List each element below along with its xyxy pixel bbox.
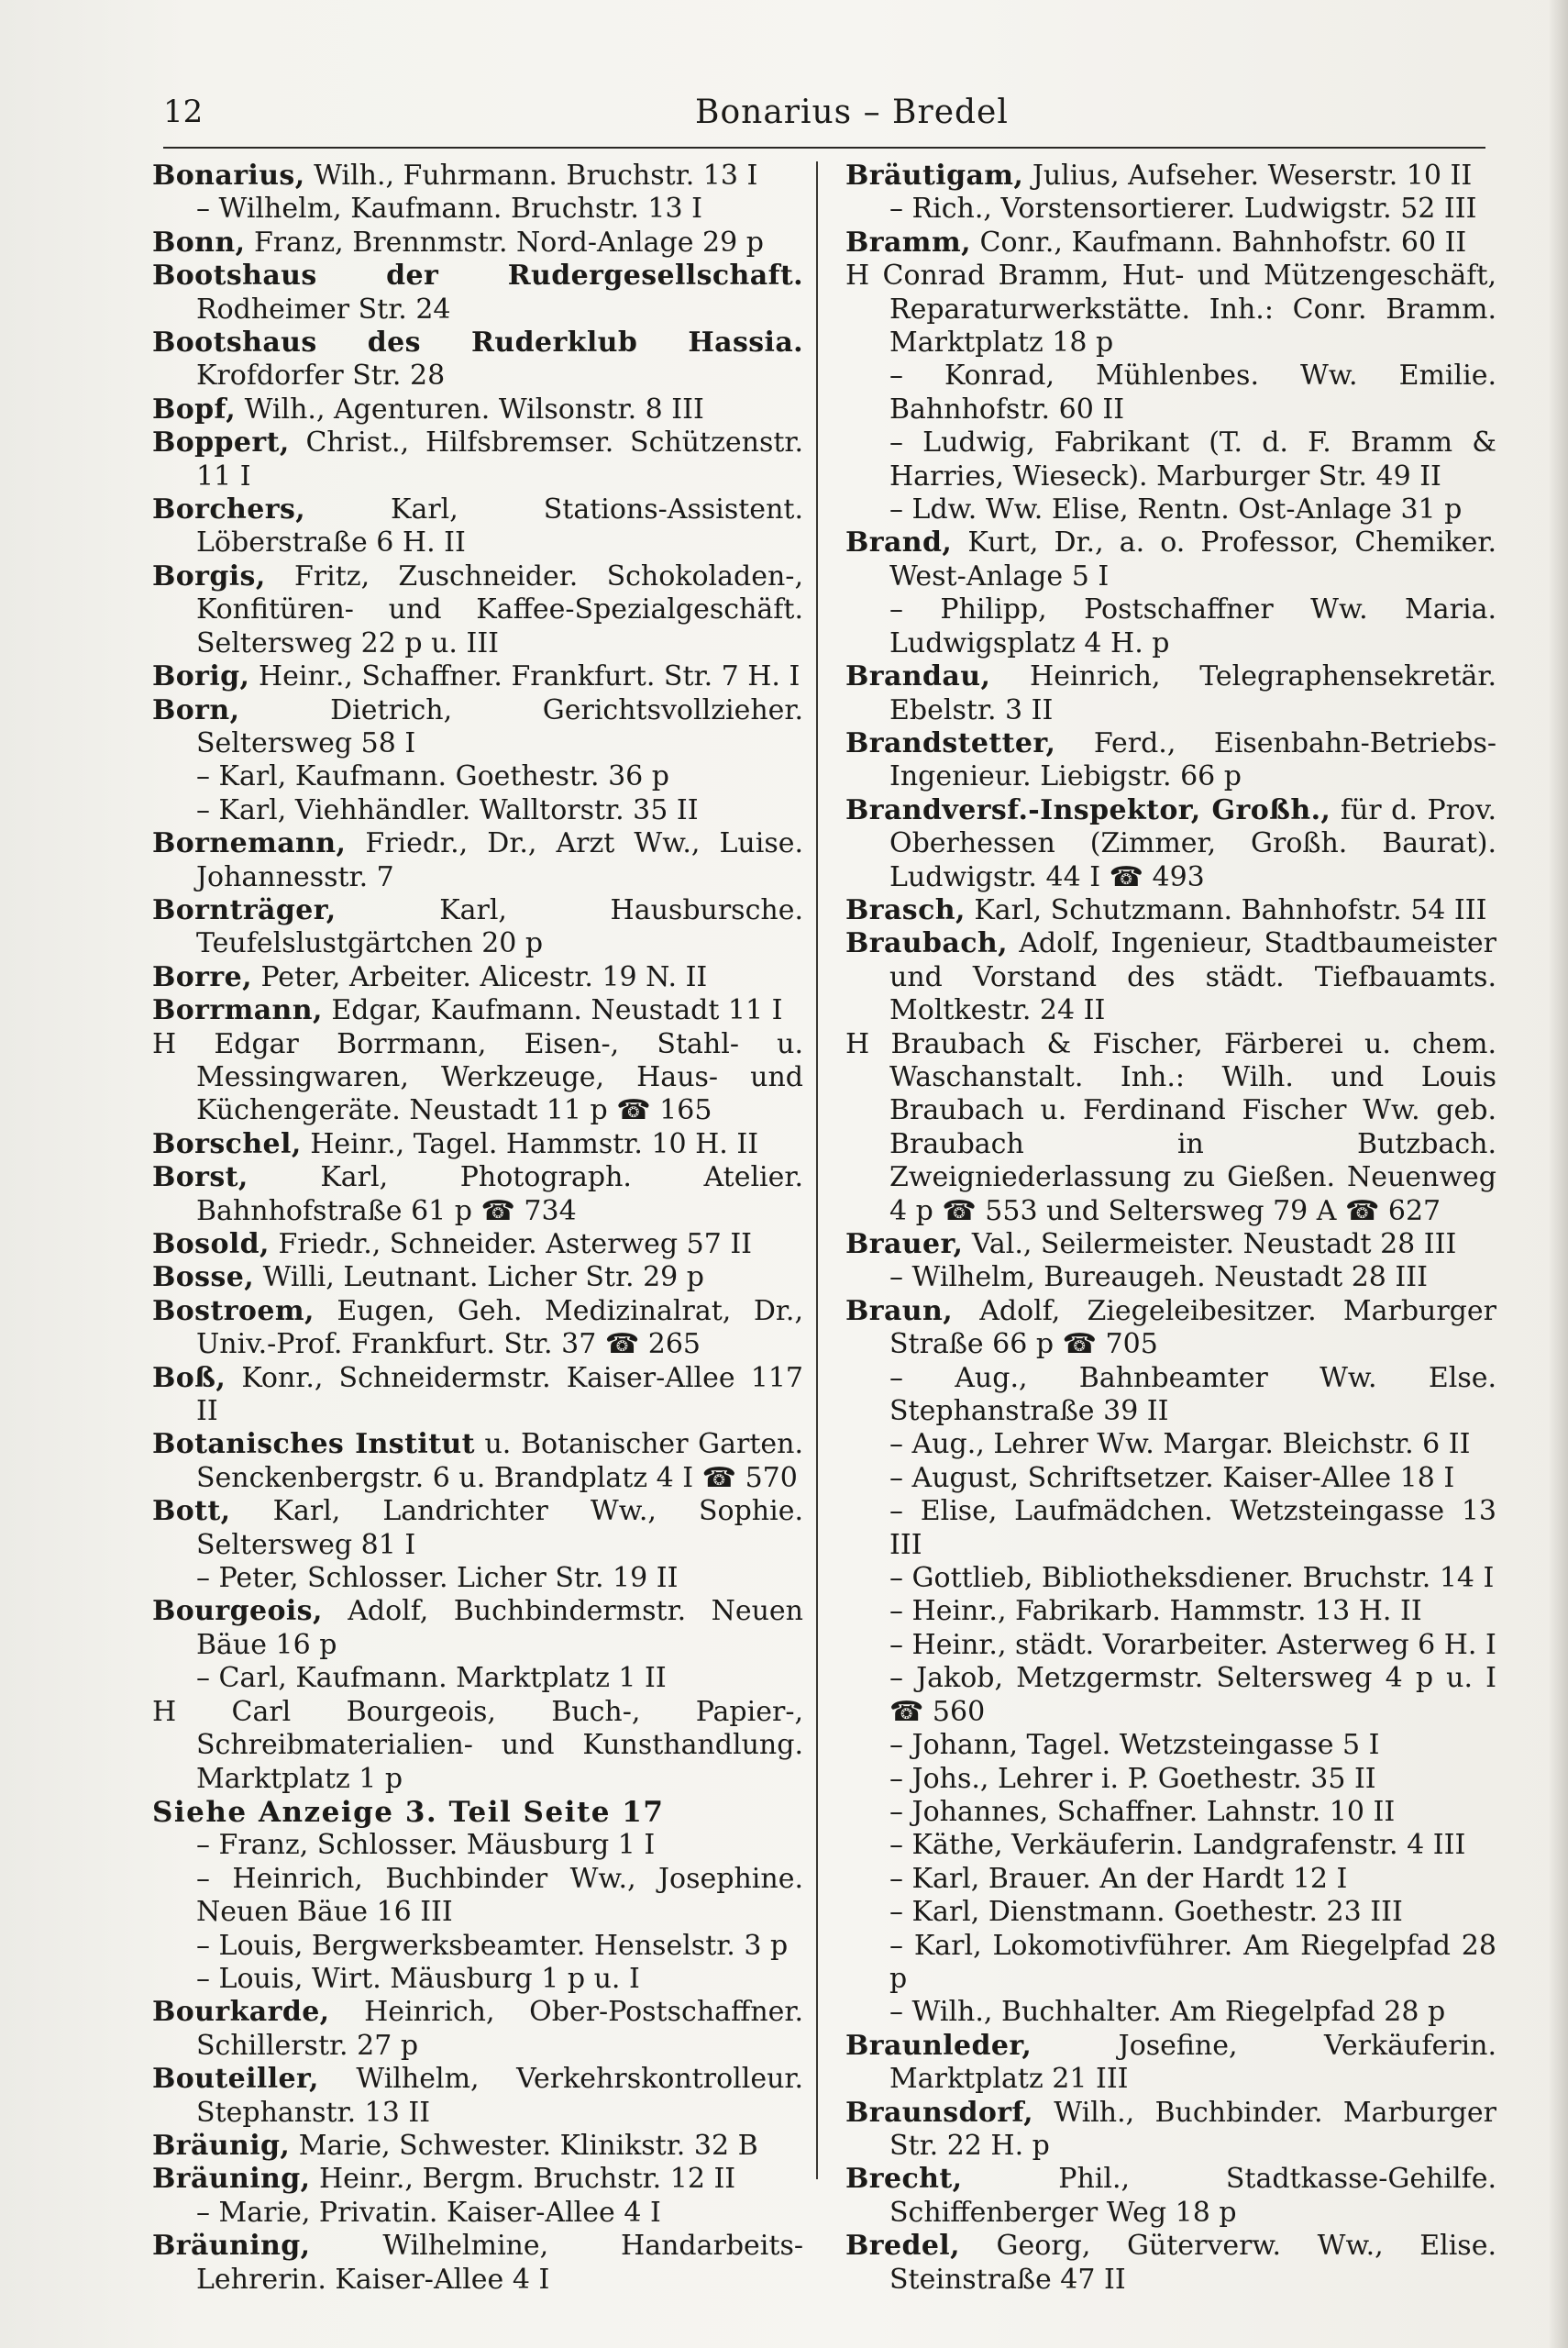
entry-surname: Borschel, <box>152 1127 302 1160</box>
entry-details: Wilh., Buchbinder. Marburger Str. 22 H. p <box>889 2096 1496 2162</box>
entry-surname: Boß, <box>152 1361 226 1394</box>
directory-entry <box>152 1863 803 1930</box>
entry-details: Krofdorfer Str. 28 <box>196 360 446 393</box>
entry-details: Kurt, Dr., a. o. Professor, Chemiker. West-Anlage 5 I <box>889 526 1496 593</box>
directory-entry <box>845 1595 1496 1628</box>
entry-details: – Jakob, Metzgermstr. Seltersweg 4 p u. I ☎ 560 <box>889 1662 1496 1728</box>
directory-entry <box>845 1495 1496 1562</box>
directory-entry <box>845 1996 1496 2029</box>
directory-entry <box>845 1228 1496 1261</box>
entry-details: Edgar, Kaufmann. Neustadt 11 I <box>331 994 783 1027</box>
directory-entry <box>845 193 1496 226</box>
entry-surname: Bott, <box>152 1495 231 1528</box>
directory-entry <box>845 1863 1496 1896</box>
entry-details: Willi, Leutnant. Licher Str. 29 p <box>262 1261 705 1294</box>
directory-entry <box>845 1930 1496 1997</box>
entry-surname: Borrmann, <box>152 994 323 1027</box>
directory-entry <box>845 1028 1496 1228</box>
directory-entry <box>845 794 1496 894</box>
entry-surname: Born, <box>152 693 240 726</box>
directory-entry <box>152 327 803 393</box>
directory-entry <box>152 1261 803 1294</box>
entry-details: Karl, Stations-Assistent. Löberstraße 6 H. II <box>196 493 803 559</box>
directory-entry <box>152 2197 803 2230</box>
directory-entry <box>152 1662 803 1695</box>
entry-details: Heinr., Tagel. Hammstr. 10 H. II <box>310 1127 759 1160</box>
directory-entry <box>152 694 803 761</box>
page-header <box>163 88 1484 143</box>
directory-entry <box>152 193 803 226</box>
directory-entry <box>152 1562 803 1595</box>
entry-details: Wilh., Fuhrmann. Bruchstr. 13 I <box>314 160 758 192</box>
entry-surname: Brecht, <box>845 2163 963 2196</box>
entry-details: – Philipp, Postschaffner Ww. Maria. Ludwigsplatz 4 H. p <box>889 593 1496 659</box>
entry-details: Friedr., Schneider. Asterweg 57 II <box>278 1228 753 1260</box>
directory-entry <box>845 2163 1496 2230</box>
directory-entry <box>152 260 803 327</box>
directory-entry <box>152 1996 803 2063</box>
directory-entry <box>845 493 1496 526</box>
directory-entry <box>152 961 803 994</box>
directory-entry <box>845 660 1496 727</box>
entry-details: – Aug., Lehrer Ww. Margar. Bleichstr. 6 II <box>889 1428 1471 1461</box>
header-rule <box>163 147 1485 149</box>
directory-entry <box>152 1595 803 1662</box>
entry-details: – August, Schriftsetzer. Kaiser-Allee 18 I <box>889 1461 1455 1494</box>
entry-details: – Heinr., städt. Vorarbeiter. Asterweg 6 H. I <box>889 1628 1496 1661</box>
entry-details: Julius, Aufseher. Weserstr. 10 II <box>1032 160 1473 192</box>
entry-surname: Braubach, <box>845 927 1008 960</box>
page-gutter-shadow <box>1548 0 1568 2348</box>
entry-details: Karl, Landrichter Ww., Sophie. Seltersweg 81 I <box>196 1495 803 1561</box>
entry-details: – Louis, Bergwerksbeamter. Henselstr. 3 p <box>196 1929 789 1962</box>
entry-surname: Bouteiller, <box>152 2063 319 2096</box>
directory-entry <box>845 894 1496 927</box>
entry-surname: Brasch, <box>845 893 966 926</box>
entry-details: Fritz, Zuschneider. Schokoladen-, Konfitüren- und Kaffee-Spezialgeschäft. Seltersweg 22 p u. III <box>196 559 803 659</box>
directory-entry <box>845 1662 1496 1729</box>
entry-details: – Wilhelm, Bureaugeh. Neustadt 28 III <box>889 1261 1428 1294</box>
directory-entry <box>845 1796 1496 1829</box>
entry-details: – Heinr., Fabrikarb. Hammstr. 13 H. II <box>889 1595 1422 1628</box>
directory-entry <box>845 1829 1496 1862</box>
directory-entry <box>845 360 1496 426</box>
entry-details: Dietrich, Gerichtsvollzieher. Seltersweg 58 I <box>196 693 803 759</box>
column-divider <box>816 161 818 2179</box>
entry-details: Franz, Brennmstr. Nord-Anlage 29 p <box>253 226 764 259</box>
entry-details: Heinrich, Telegraphensekretär. Ebelstr. 3 II <box>889 660 1496 726</box>
entry-details: Rodheimer Str. 24 <box>196 293 451 326</box>
entry-surname: Borgis, <box>152 559 266 593</box>
directory-entry <box>152 1796 803 1829</box>
entry-details: Marie, Schwester. Klinikstr. 32 B <box>298 2129 758 2162</box>
directory-entry <box>152 2230 803 2297</box>
directory-entry <box>152 1930 803 1963</box>
directory-entry <box>152 393 803 426</box>
entry-surname: Brandversf.-Inspektor, Großh., <box>845 793 1331 826</box>
entry-details: – Johann, Tagel. Wetzsteingasse 5 I <box>889 1729 1380 1762</box>
entry-details: – Karl, Brauer. An der Hardt 12 I <box>889 1862 1348 1895</box>
directory-entry <box>845 2230 1496 2297</box>
entry-surname: Bostroem, <box>152 1294 315 1327</box>
directory-entry <box>152 1428 803 1495</box>
directory-entry <box>845 1896 1496 1929</box>
entry-surname: Bosold, <box>152 1228 270 1260</box>
entry-details: – Aug., Bahnbeamter Ww. Else. Stephanstraße 39 II <box>889 1361 1496 1428</box>
entry-details: – Marie, Privatin. Kaiser-Allee 4 I <box>196 2196 661 2229</box>
entry-surname: Brandau, <box>845 660 991 693</box>
directory-entry <box>152 1963 803 1996</box>
entry-surname: Bourgeois, <box>152 1595 323 1628</box>
entry-surname: Botanisches Institut <box>152 1428 475 1461</box>
entry-surname: Braunleder, <box>845 2029 1032 2062</box>
entry-details: H Carl Bourgeois, Buch-, Papier-, Schreibmaterialien- und Kunsthandlung. Marktplatz 1 p <box>152 1695 803 1795</box>
directory-entry <box>152 1128 803 1161</box>
directory-entry <box>845 927 1496 1027</box>
entry-details: – Johs., Lehrer i. P. Goethestr. 35 II <box>889 1762 1376 1795</box>
entry-surname: Bornemann, <box>152 827 347 860</box>
directory-entry <box>152 1495 803 1562</box>
entry-details: Val., Seilermeister. Neustadt 28 III <box>971 1228 1457 1260</box>
directory-entry <box>152 794 803 827</box>
entry-details: Adolf, Ziegeleibesitzer. Marburger Straße 66 p ☎ 705 <box>889 1294 1496 1361</box>
directory-entry <box>152 1696 803 1796</box>
entry-details: Friedr., Dr., Arzt Ww., Luise. Johannesstr. 7 <box>196 827 803 893</box>
directory-entry <box>845 1462 1496 1495</box>
entry-details: – Heinrich, Buchbinder Ww., Josephine. Neuen Bäue 16 III <box>196 1862 803 1929</box>
directory-entry <box>845 2097 1496 2164</box>
entry-surname: Bräutigam, <box>845 160 1024 192</box>
entry-surname: Braun, <box>845 1294 954 1327</box>
entry-details: Karl, Photograph. Atelier. Bahnhofstraße 61 p ☎ 734 <box>196 1161 803 1227</box>
directory-entry <box>845 526 1496 593</box>
directory-entry <box>152 1161 803 1228</box>
entry-details: – Carl, Kaufmann. Marktplatz 1 II <box>196 1662 667 1695</box>
entry-details: Adolf, Ingenieur, Stadtbaumeister und Vorstand des städt. Tiefbauamts. Moltkestr. 24 II <box>889 927 1496 1027</box>
directory-entry <box>152 1228 803 1261</box>
directory-entry <box>152 660 803 693</box>
directory-entry <box>152 560 803 660</box>
directory-entry <box>845 1729 1496 1762</box>
entry-surname: Brandstetter, <box>845 726 1056 759</box>
directory-entry <box>152 894 803 961</box>
entry-details: – Franz, Schlosser. Mäusburg 1 I <box>196 1829 656 1862</box>
entry-details: – Wilh., Buchhalter. Am Riegelpfad 28 p <box>889 1996 1446 2029</box>
entry-surname: Borig, <box>152 660 250 693</box>
page-number: 12 <box>163 94 204 130</box>
entry-details: H Conrad Bramm, Hut- und Mützengeschäft, Reparaturwerkstätte. Inh.: Conr. Bramm. Marktplatz 18 p <box>845 260 1496 360</box>
entry-surname: Braunsdorf, <box>845 2096 1033 2129</box>
entry-details: Karl, Hausbursche. Teufelslustgärtchen 20 p <box>196 893 803 960</box>
entry-details: Eugen, Geh. Medizinalrat, Dr., Univ.-Prof. Frankfurt. Str. 37 ☎ 265 <box>196 1294 803 1361</box>
directory-entry <box>152 160 803 193</box>
entry-details: Wilhelm, Verkehrskontrolleur. Stephanstr. 13 II <box>196 2063 803 2129</box>
entry-details: H Braubach & Fischer, Färberei u. chem. Waschanstalt. Inh.: Wilh. und Louis Braubach u. Ferdinand Fischer Ww. geb. Braubach in Butzbach. Zweigniederlassung zu Gießen. Neuenweg 4 p ☎ 553 und Seltersweg 79 A ☎ 627 <box>845 1027 1496 1227</box>
directory-entry <box>845 1295 1496 1362</box>
entry-surname: Bramm, <box>845 226 971 259</box>
entry-details: u. Botanischer Garten. Senckenbergstr. 6 u. Brandplatz 4 I ☎ 570 <box>196 1428 803 1494</box>
entry-details: Heinrich, Ober-Postschaffner. Schillerstr. 27 p <box>196 1996 803 2062</box>
entry-details: Conr., Kaufmann. Bahnhofstr. 60 II <box>979 226 1467 259</box>
entry-surname: Brand, <box>845 526 953 559</box>
directory-entry <box>152 827 803 894</box>
entry-details: – Ldw. Ww. Elise, Rentn. Ost-Anlage 31 p <box>889 493 1463 526</box>
entry-surname: Bonarius, <box>152 160 305 192</box>
directory-entry <box>152 2063 803 2130</box>
entry-details: Heinr., Schaffner. Frankfurt. Str. 7 H. I <box>258 660 801 693</box>
entry-surname: Bornträger, <box>152 893 337 926</box>
entry-details: Georg, Güterverw. Ww., Elise. Steinstraße 47 II <box>889 2230 1496 2296</box>
entry-surname: Boppert, <box>152 426 290 460</box>
entry-details: Wilh., Agenturen. Wilsonstr. 8 III <box>244 393 704 426</box>
directory-entry <box>152 426 803 493</box>
entry-details: – Elise, Laufmädchen. Wetzsteingasse 13 III <box>889 1495 1496 1561</box>
entry-details: – Käthe, Verkäuferin. Landgrafenstr. 4 III <box>889 1829 1466 1862</box>
directory-entry <box>845 260 1496 360</box>
entry-details: – Konrad, Mühlenbes. Ww. Emilie. Bahnhofstr. 60 II <box>889 360 1496 426</box>
entry-surname: Borchers, <box>152 493 306 526</box>
entry-surname: Borre, <box>152 960 252 993</box>
entry-details: – Ludwig, Fabrikant (T. d. F. Bramm & Harries, Wieseck). Marburger Str. 49 II <box>889 426 1496 493</box>
entry-surname: Bonn, <box>152 226 246 259</box>
entry-details: – Peter, Schlosser. Licher Str. 19 II <box>196 1562 679 1595</box>
entry-details: Phil., Stadtkasse-Gehilfe. Schiffenberger Weg 18 p <box>889 2163 1496 2229</box>
entry-surname: Bourkarde, <box>152 1996 330 2029</box>
entry-details: – Louis, Wirt. Mäusburg 1 p u. I <box>196 1962 640 1995</box>
entry-details: – Karl, Lokomotivführer. Am Riegelpfad 28 p <box>889 1929 1496 1995</box>
entry-details: Siehe Anzeige 3. Teil Seite 17 <box>152 1795 665 1829</box>
entry-details: – Wilhelm, Kaufmann. Bruchstr. 13 I <box>196 193 702 226</box>
entry-details: Peter, Arbeiter. Alicestr. 19 N. II <box>260 960 708 993</box>
entry-surname: Bredel, <box>845 2230 960 2263</box>
directory-entry <box>845 1629 1496 1662</box>
entry-details: Adolf, Buchbindermstr. Neuen Bäue 16 p <box>196 1595 803 1661</box>
entry-surname: Bosse, <box>152 1261 255 1294</box>
entry-surname: Brauer, <box>845 1228 964 1260</box>
entry-surname: Bräunig, <box>152 2129 291 2162</box>
directory-entry <box>845 1261 1496 1294</box>
directory-entry <box>152 1028 803 1128</box>
entry-surname: Bräuning, <box>152 2163 311 2196</box>
directory-entry <box>845 727 1496 794</box>
entry-details: Josefine, Verkäuferin. Marktplatz 21 III <box>889 2029 1496 2096</box>
entry-details: – Karl, Viehhändler. Walltorstr. 35 II <box>196 793 699 826</box>
directory-entry <box>152 2163 803 2196</box>
directory-entry <box>152 760 803 793</box>
directory-entry <box>845 426 1496 493</box>
directory-entry <box>152 1295 803 1362</box>
right-column <box>845 160 1496 2297</box>
entry-details: Ferd., Eisenbahn-Betriebs-Ingenieur. Liebigstr. 66 p <box>889 726 1496 793</box>
entry-details: – Johannes, Schaffner. Lahnstr. 10 II <box>889 1795 1396 1828</box>
left-column <box>152 160 803 2297</box>
entry-surname: Bootshaus des Ruderklub Hassia. <box>152 327 803 360</box>
entry-surname: Bootshaus der Rudergesellschaft. <box>152 260 803 293</box>
entry-details: für d. Prov. Oberhessen (Zimmer, Großh. Baurat). Ludwigstr. 44 I ☎ 493 <box>889 793 1496 893</box>
directory-entry <box>845 593 1496 660</box>
directory-entry <box>845 2030 1496 2097</box>
directory-entry <box>152 2130 803 2163</box>
directory-entry <box>845 160 1496 193</box>
directory-entry <box>152 1362 803 1429</box>
entry-surname: Borst, <box>152 1161 248 1194</box>
entry-details: – Karl, Dienstmann. Goethestr. 23 III <box>889 1896 1403 1929</box>
entry-details: Konr., Schneidermstr. Kaiser-Allee 117 II <box>196 1361 803 1428</box>
entry-details: Wilhelmine, Handarbeits-Lehrerin. Kaiser-Allee 4 I <box>196 2230 803 2296</box>
directory-entry <box>152 493 803 560</box>
entry-surname: Bopf, <box>152 393 237 426</box>
entry-details: H Edgar Borrmann, Eisen-, Stahl- u. Messingwaren, Werkzeuge, Haus- und Küchengeräte. Neustadt 11 p ☎ 165 <box>152 1027 803 1127</box>
entry-details: Christ., Hilfsbremser. Schützenstr. 11 I <box>196 426 803 493</box>
directory-entry <box>845 1428 1496 1461</box>
entry-details: Heinr., Bergm. Bruchstr. 12 II <box>319 2163 736 2196</box>
directory-entry <box>845 227 1496 260</box>
entry-details: – Gottlieb, Bibliotheksdiener. Bruchstr. 14 I <box>889 1562 1495 1595</box>
directory-entry <box>845 1763 1496 1796</box>
directory-entry <box>152 227 803 260</box>
entry-details: – Rich., Vorstensortierer. Ludwigstr. 52 III <box>889 193 1477 226</box>
entry-details: – Karl, Kaufmann. Goethestr. 36 p <box>196 760 670 793</box>
directory-entry <box>152 994 803 1027</box>
running-head: Bonarius – Bredel <box>695 94 1009 131</box>
directory-entry <box>152 1829 803 1862</box>
directory-entry <box>845 1562 1496 1595</box>
directory-entry <box>845 1362 1496 1429</box>
entry-details: Karl, Schutzmann. Bahnhofstr. 54 III <box>974 893 1487 926</box>
entry-surname: Bräuning, <box>152 2230 311 2263</box>
